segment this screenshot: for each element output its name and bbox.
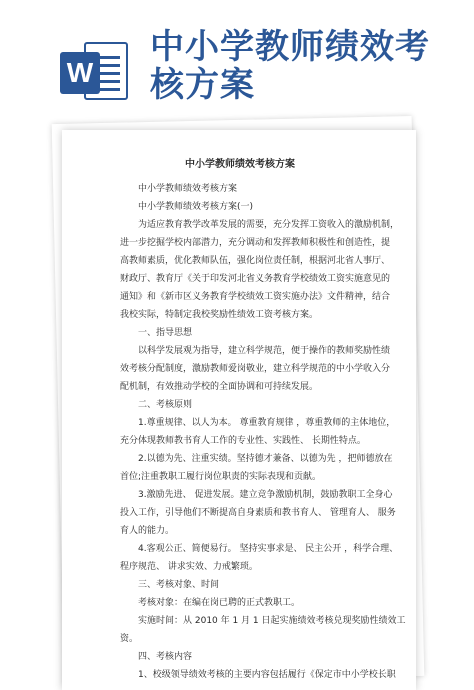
document-line: 资。 bbox=[120, 634, 139, 644]
document-line: 1.尊重规律、以人为本。 尊重教育规律 ，尊重教师的主体地位， bbox=[138, 418, 396, 428]
document-line: 高教师素质，优化教师队伍，强化岗位责任制，根据河北省人事厅、 bbox=[120, 256, 391, 266]
document-line: 进一步挖掘学校内部潜力，充分调动和发挥教师积极性和创造性，提 bbox=[120, 238, 391, 248]
document-line: 2.以德为先、注重实绩。坚持德才兼备、以德为先 ，把师德放在 bbox=[138, 454, 393, 464]
document-line: 4.客观公正、简便易行。 坚持实事求是、 民主公开 ，科学合理、 bbox=[138, 544, 399, 554]
document-line: 以科学发展观为指导，建立科学规范，便于操作的教师奖励性绩 bbox=[138, 346, 391, 356]
word-badge-letter: W bbox=[60, 52, 100, 94]
document-line: 程序规范、 讲求实效、力戒繁琐。 bbox=[120, 562, 258, 572]
document-line: 为适应教育教学改革发展的需要，充分发挥工资收入的激励机制， bbox=[138, 220, 400, 230]
banner-title-line1: 中小学教师绩效考 bbox=[150, 27, 430, 67]
document-line: 中小学教师绩效考核方案(一) bbox=[138, 202, 254, 212]
document-line: 财政厅、教育厅《关于印发河北省义务教育学校绩效工资实施意见的 bbox=[120, 274, 391, 284]
document-line: 实施时间：从 2010 年 1 月 1 日起实施绩效考核兑现奖励性绩效工 bbox=[138, 616, 406, 626]
document-line: 二、考核原则 bbox=[138, 400, 193, 410]
document-line: 配机制，有效推动学校的全面协调和可持续发展。 bbox=[120, 382, 319, 392]
word-document-icon bbox=[60, 42, 130, 104]
banner bbox=[0, 0, 474, 110]
document-line: 育人的能力。 bbox=[120, 526, 175, 536]
document-line: 中小学教师绩效考核方案 bbox=[138, 184, 238, 194]
banner-title bbox=[150, 28, 450, 104]
document-line: 1、校级领导绩效考核的主要内容包括履行《保定市中小学校长职 bbox=[138, 670, 396, 680]
paper-sheet bbox=[62, 130, 416, 690]
document-line: 考核对象：在编在岗已聘的正式教职工。 bbox=[138, 598, 301, 608]
document-title: 中小学教师绩效考核方案 bbox=[185, 159, 295, 170]
document-line: 我校实际，特制定我校奖励性绩效工资考核方案。 bbox=[120, 310, 319, 320]
document-line: 一、指导思想 bbox=[138, 328, 193, 338]
document-line: 首位;注重教职工履行岗位职责的实际表现和贡献。 bbox=[120, 472, 322, 482]
document-line: 四、考核内容 bbox=[138, 652, 193, 662]
document-line: 投入工作，引导他们不断提高自身素质和教书育人、 管理育人、 服务 bbox=[120, 508, 396, 518]
document-line: 三、考核对象、时间 bbox=[138, 580, 220, 590]
document-line: 效考核分配制度，激励教师爱岗敬业，建立科学规范的中小学收入分 bbox=[120, 364, 391, 374]
document-line: 通知》和《新市区义务教育学校绩效工资实施办法》文件精神，结合 bbox=[120, 292, 391, 302]
banner-title-line2: 核方案 bbox=[150, 65, 255, 105]
document-line: 3.激励先进、 促进发展。建立竞争激励机制，鼓励教职工全身心 bbox=[138, 490, 393, 500]
document-line: 充分体现教师教书育人工作的专业性、实践性、 长期性特点。 bbox=[120, 436, 366, 446]
